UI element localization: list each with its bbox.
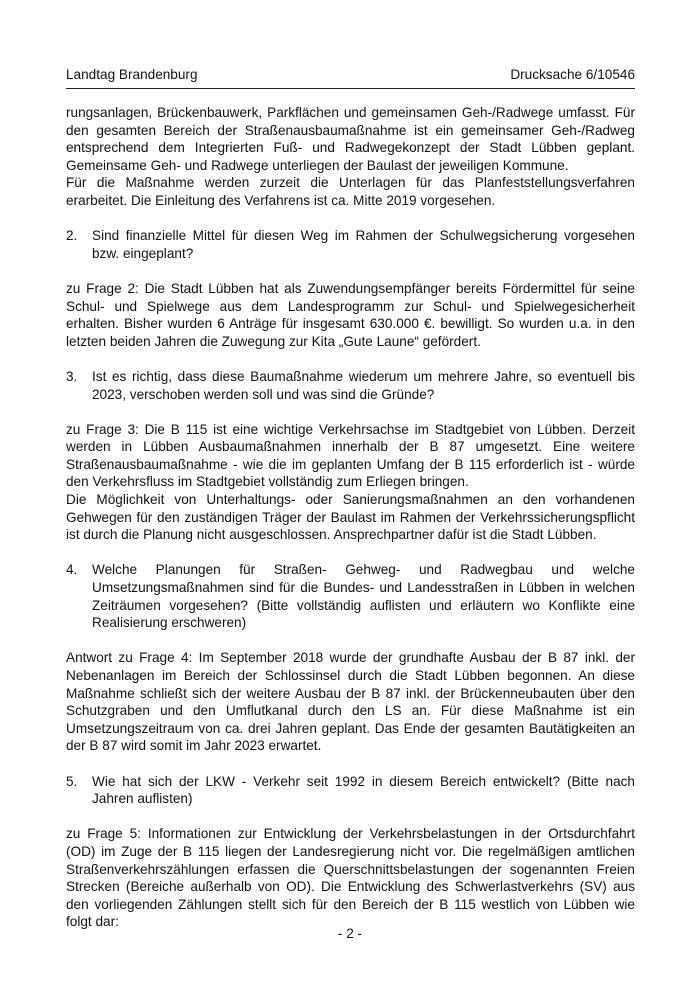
page-header <box>66 66 635 84</box>
paragraph-planning-status: Für die Maßnahme werden zurzeit die Unterlagen für das Planfeststellungsverfahren erarbeitet. Die Einleitung des Verfahrens ist ca. Mitte 2019 vorgesehen. <box>66 175 635 208</box>
answer-2: zu Frage 2: Die Stadt Lübben hat als Zuwendungsempfänger bereits Fördermittel für seine Schul- und Spielwege aus dem Landesprogramm zur Schul- und Spielwegesicherheit erhalten. Bisher wurden 6 Anträge für insgesamt 630.000 €. bewilligt. So wurden u.a. in den letzten beiden Jahren die Zuwegung zur Kita „Gute Laune“ gefördert. <box>66 280 635 349</box>
question-number: 5. <box>66 773 78 789</box>
header-institution: Landtag Brandenburg <box>66 67 198 82</box>
page-number: - 2 - <box>337 926 363 941</box>
question-text: Welche Planungen für Straßen- Gehweg- und Radwegbau und welche Umsetzungsmaßnahmen sind für die Bundes- und Landesstraßen in Lübben in welchen Zeiträumen vorgesehen? (Bitte vollständig auflisten und erläutern wo Konflikte eine Realisierung erschweren) <box>92 562 635 631</box>
question-2 <box>66 227 635 262</box>
question-3 <box>66 368 635 403</box>
question-text: Sind finanzielle Mittel für diesen Weg im Rahmen der Schulwegsicherung vorgesehen bzw. eingeplant? <box>92 228 635 261</box>
header-divider <box>66 88 635 89</box>
answer-3-part-2: Die Möglichkeit von Unterhaltungs- oder Sanierungsmaßnahmen an den vorhandenen Gehwegen für den zuständigen Träger der Baulast im Rahmen der Verkehrssicherungspflicht ist durch die Planung nicht ausgeschlossen. Ansprechpartner dafür ist die Stadt Lübben. <box>66 492 635 543</box>
paragraph-continuation: rungsanlagen, Brückenbauwerk, Parkflächen und gemeinsamen Geh-/Radwege umfasst. Für den gesamten Bereich der Straßenausbaumaßnahme ist ein gemeinsamer Geh-/Radweg entsprechend dem Integrierten Fuß- und Radwegekonzept der Stadt Lübben geplant. Gemeinsame Geh- und Radwege unterliegen der Baulast der jeweiligen Kommune. <box>66 105 635 173</box>
question-number: 3. <box>66 368 78 384</box>
question-number: 2. <box>66 228 78 244</box>
question-text: Wie hat sich der LKW - Verkehr seit 1992 in diesem Bereich entwickelt? (Bitte nach Jahren auflisten) <box>92 773 635 807</box>
answer-3-part-1: zu Frage 3: Die B 115 ist eine wichtige Verkehrsachse im Stadtgebiet von Lübben. Derzeit werden in Lübben Ausbaumaßnahmen innerhalb der B 87 umgesetzt. Eine weitere Straßenausbaumaßnahme - wie die im geplanten Umfang der B 115 erforderlich ist - würde den Verkehrsfluss im Stadtgebiet vollständig zum Erliegen bringen. <box>66 421 635 490</box>
answer-4: Antwort zu Frage 4: Im September 2018 wurde der grundhafte Ausbau der B 87 inkl. der Nebenanlagen im Bereich der Schlossinsel durch die Stadt Lübben begonnen. An diese Maßnahme schließt sich der weitere Ausbau der B 87 inkl. der Brückenneubauten über den Schutzgraben und den Umflutkanal durch den LS an. Für diese Maßnahme ist ein Umsetzungszeitraum von ca. drei Jahren geplant. Das Ende der gesamten Bautätigkeiten an der B 87 wird somit im Jahr 2023 erwartet. <box>66 650 635 754</box>
document-body <box>66 104 635 949</box>
answer-5: zu Frage 5: Informationen zur Entwicklung der Verkehrsbelastungen in der Ortsdurchfahrt (OD) im Zuge der B 115 liegen der Landesregierung nicht vor. Die regelmäßigen amtlichen Straßenverkehrszählungen erfassen die Querschnittsbelastungen der sogenannten Freien Strecken (Bereiche außerhalb von OD). Die Entwicklung des Schwerlastverkehrs (SV) aus den vorliegenden Zählungen stellt sich für den Bereich der B 115 westlich von Lübben wie folgt dar: <box>66 826 635 930</box>
question-number: 4. <box>66 562 78 578</box>
question-4 <box>66 561 635 631</box>
question-5 <box>66 773 635 808</box>
question-text: Ist es richtig, dass diese Baumaßnahme wiederum um mehrere Jahre, so eventuell bis 2023, verschoben werden soll und was sind die Gründe? <box>92 368 635 402</box>
header-document-number: Drucksache 6/10546 <box>510 67 635 82</box>
